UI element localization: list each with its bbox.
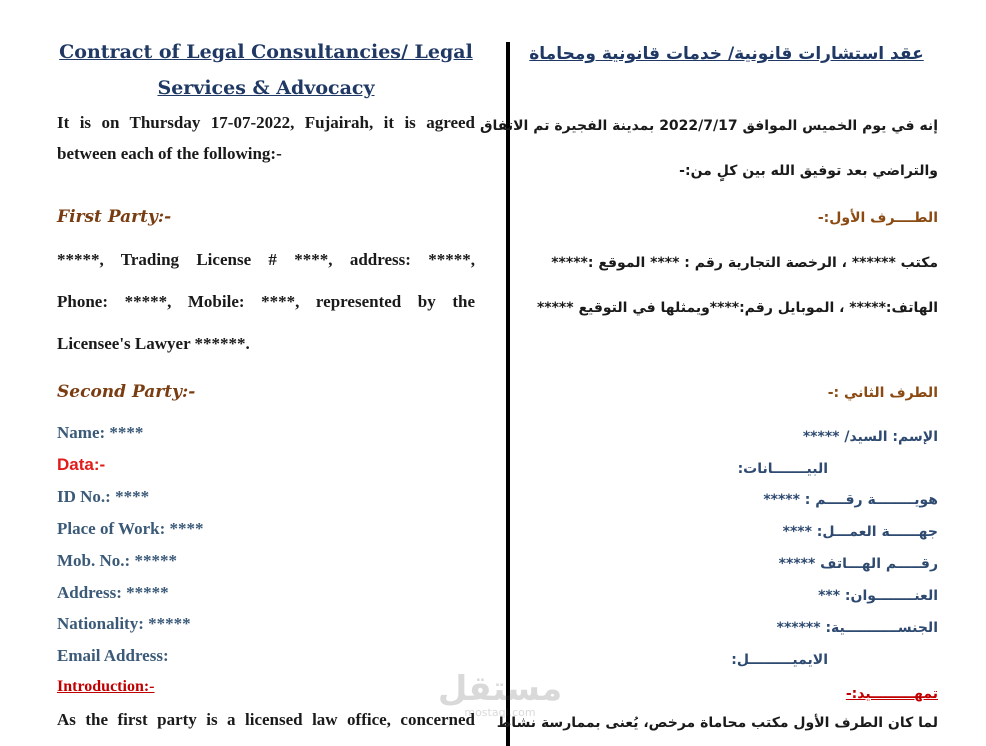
introduction-heading: Introduction:- (57, 678, 155, 695)
arabic-introduction-heading: تمهـــــــــيد:- (845, 686, 938, 702)
english-intro-line-2: between each of the following:- (57, 144, 282, 163)
nationality-field: Nationality: ***** (57, 614, 191, 633)
arabic-work-field: جهــــــة العمـــل: **** (782, 524, 938, 540)
arabic-intro-line-1: إنه في يوم الخميس الموافق 2022/7/17 بمدينة الفجيرة تم الاتفاق (480, 118, 938, 134)
first-party-heading: First Party:- (57, 207, 172, 227)
watermark-logo-text: مستقل (437, 669, 563, 709)
column-divider (506, 42, 510, 746)
arabic-phone-field: رقـــــم الهـــاتف ***** (778, 556, 938, 572)
mobile-field: Mob. No.: ***** (57, 551, 177, 570)
english-intro-line-1: It is on Thursday 17-07-2022, Fujairah, it is agreed (57, 113, 475, 132)
data-heading: Data:- (57, 455, 106, 474)
first-party-line-2: Phone: *****, Mobile: ****, represented by the (57, 292, 475, 311)
arabic-name-field: الإسم: السيد/ ***** (802, 429, 938, 445)
arabic-first-party-line-2: الهاتف:***** ، الموبايل رقم:****ويمثلها في التوقيع ***** (536, 300, 938, 316)
english-column (57, 0, 475, 746)
second-party-heading: Second Party:- (57, 382, 196, 402)
name-field: Name: **** (57, 423, 144, 442)
arabic-introduction-line-1: لما كان الطرف الأول مكتب محاماة مرخص، يُعنى بممارسة نشاط (496, 715, 938, 731)
english-title-line-1: Contract of Legal Consultancies/ Legal (59, 41, 473, 63)
watermark-logo (430, 669, 570, 722)
email-field: Email Address: (57, 646, 169, 665)
arabic-first-party-heading: الطــــرف الأول:- (817, 210, 938, 226)
arabic-data-heading: البيـــــــانات: (737, 461, 828, 477)
arabic-address-field: العنــــــــوان: *** (818, 588, 938, 604)
arabic-title: عقد استشارات قانونية/ خدمات قانونية ومحاماة (529, 44, 924, 64)
english-title-line-2: Services & Advocacy (157, 77, 375, 99)
first-party-line-1: *****, Trading License # ****, address: *****, (57, 250, 475, 269)
introduction-line-1: As the first party is a licensed law office, concerned (57, 710, 475, 729)
arabic-second-party-heading: الطرف الثاني :- (827, 385, 938, 401)
watermark-sub-text: mostaql.com (464, 706, 536, 719)
id-no-field: ID No.: **** (57, 487, 150, 506)
arabic-intro-line-2: والتراضي بعد توفيق الله بين كلٍ من:- (679, 163, 938, 179)
first-party-line-3: Licensee's Lawyer ******. (57, 334, 250, 353)
arabic-first-party-line-1: مكتب ****** ، الرخصة التجارية رقم : **** الموقع :***** (551, 255, 938, 271)
address-field: Address: ***** (57, 583, 169, 602)
arabic-id-field: هويــــــــة رقــــم : ***** (763, 492, 938, 508)
arabic-email-field: الايميـــــــــل: (731, 652, 828, 668)
arabic-nationality-field: الجنســـــــــــية: ****** (776, 620, 938, 636)
place-of-work-field: Place of Work: **** (57, 519, 204, 538)
